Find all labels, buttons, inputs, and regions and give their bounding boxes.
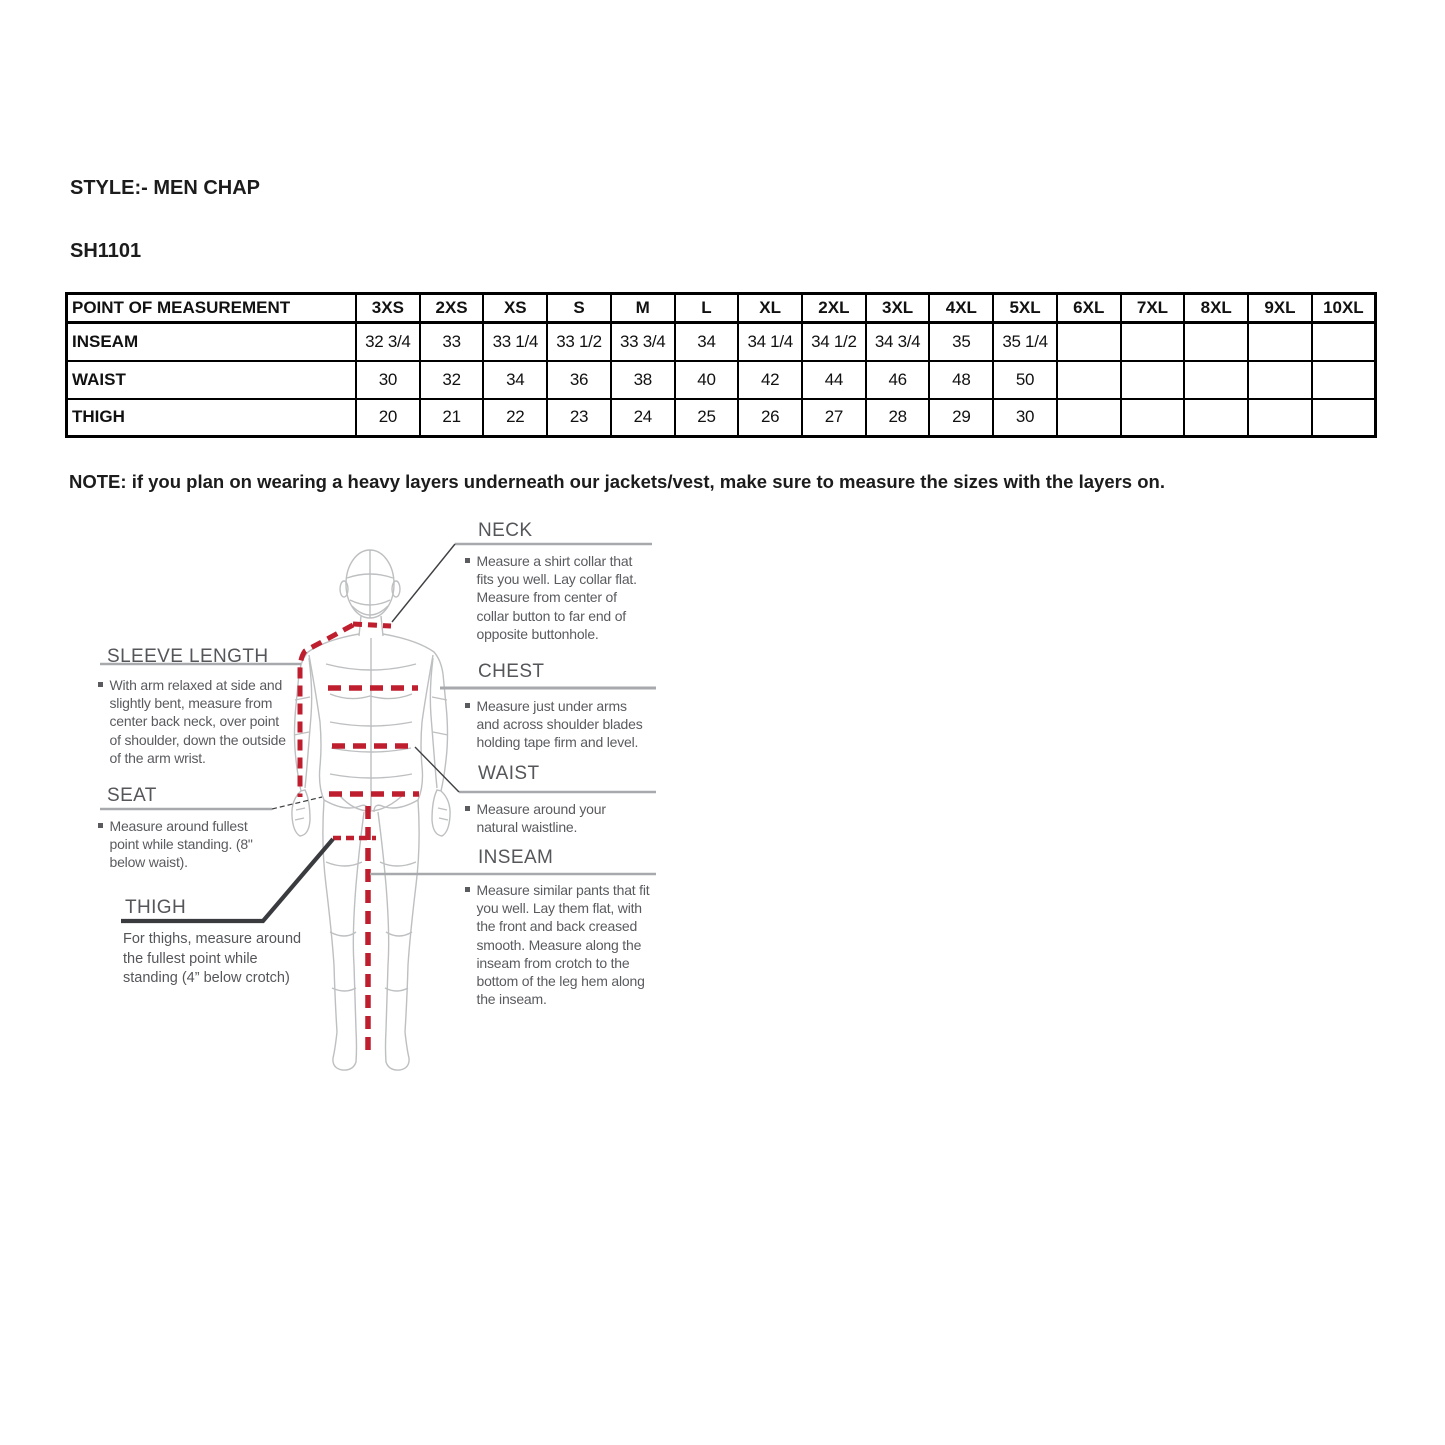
measurement-value-cell: 27 xyxy=(802,399,866,437)
measurement-value-cell: 25 xyxy=(675,399,739,437)
bullet-icon xyxy=(98,682,103,687)
header-row xyxy=(67,294,1376,323)
measure-lines xyxy=(300,624,419,1056)
seat-heading: SEAT xyxy=(107,785,157,806)
measurement-row xyxy=(67,323,1376,361)
measurement-value-cell: 34 3/4 xyxy=(866,323,930,361)
sleeve-measure-line xyxy=(300,625,353,797)
measurement-value-cell: 20 xyxy=(356,399,420,437)
measurement-value-cell: 34 xyxy=(675,323,739,361)
mannequin-figure xyxy=(292,550,450,1070)
neck-pointer-line xyxy=(392,544,455,622)
measurement-value-cell: 46 xyxy=(866,361,930,399)
measurement-value-cell xyxy=(1184,399,1248,437)
measurement-value-cell xyxy=(1312,361,1376,399)
measurement-value-cell xyxy=(1248,323,1312,361)
measurement-value-cell xyxy=(1248,361,1312,399)
inseam-instructions: Measure similar pants that fit you well. Lay them flat, with the front and back creased smooth. Measure along the inseam from crotch to the bottom of the leg hem along the inseam. xyxy=(465,881,651,1008)
measurement-value-cell: 30 xyxy=(356,361,420,399)
measurement-value-cell: 42 xyxy=(738,361,802,399)
bullet-icon xyxy=(465,806,470,811)
measurement-value-cell xyxy=(1312,399,1376,437)
thigh-heading: THIGH xyxy=(125,897,187,918)
seat-instructions: Measure around fullest point while standing. (8" below waist). xyxy=(98,817,258,872)
bullet-icon xyxy=(465,558,470,563)
bullet-icon xyxy=(465,703,470,708)
size-column-header: 3XS xyxy=(356,294,420,323)
measurement-value-cell xyxy=(1121,323,1185,361)
size-chart-table xyxy=(65,292,1377,438)
bullet-icon xyxy=(98,823,103,828)
size-column-header: 9XL xyxy=(1248,294,1312,323)
measurement-value-cell: 33 xyxy=(420,323,484,361)
measurement-value-cell: 33 1/4 xyxy=(483,323,547,361)
size-column-header: S xyxy=(547,294,611,323)
measurement-value-cell: 24 xyxy=(611,399,675,437)
waist-heading: WAIST xyxy=(478,763,540,784)
neck-heading: NECK xyxy=(478,520,533,541)
waist-instructions: Measure around your natural waistline. xyxy=(465,800,615,836)
measurement-value-cell xyxy=(1184,323,1248,361)
measurement-value-cell xyxy=(1184,361,1248,399)
waist-pointer-line xyxy=(415,747,459,792)
model-code: SH1101 xyxy=(70,240,142,262)
size-column-header: 3XL xyxy=(866,294,930,323)
sleeve-length-heading: SLEEVE LENGTH xyxy=(107,646,269,667)
measurement-value-cell: 33 3/4 xyxy=(611,323,675,361)
measurement-row-label: WAIST xyxy=(67,361,357,399)
size-column-header: 7XL xyxy=(1121,294,1185,323)
measurement-value-cell xyxy=(1057,323,1121,361)
size-column-header: 2XL xyxy=(802,294,866,323)
pom-column-header: POINT OF MEASUREMENT xyxy=(67,294,357,323)
thigh-instructions: For thighs, measure around the fullest point while standing (4” below crotch) xyxy=(123,931,302,987)
measurement-value-cell: 44 xyxy=(802,361,866,399)
measurement-value-cell: 38 xyxy=(611,361,675,399)
measurement-value-cell xyxy=(1121,361,1185,399)
measurement-value-cell xyxy=(1057,399,1121,437)
measurement-value-cell: 32 3/4 xyxy=(356,323,420,361)
size-column-header: 6XL xyxy=(1057,294,1121,323)
measurement-value-cell: 34 1/2 xyxy=(802,323,866,361)
chest-heading: CHEST xyxy=(478,661,545,682)
seat-pointer-line xyxy=(272,797,322,809)
measurement-value-cell: 26 xyxy=(738,399,802,437)
size-column-header: 8XL xyxy=(1184,294,1248,323)
measurement-value-cell: 34 xyxy=(483,361,547,399)
size-column-header: 4XL xyxy=(929,294,993,323)
size-column-header: 2XS xyxy=(420,294,484,323)
chest-instructions: Measure just under arms and across shoulder blades holding tape firm and level. xyxy=(465,697,647,752)
pointer-lines xyxy=(272,544,459,809)
size-column-header: L xyxy=(675,294,739,323)
inseam-heading: INSEAM xyxy=(478,847,554,868)
size-column-header: M xyxy=(611,294,675,323)
style-title: STYLE:- MEN CHAP xyxy=(70,177,260,199)
measurement-value-cell xyxy=(1057,361,1121,399)
measurement-row xyxy=(67,361,1376,399)
neck-instructions: Measure a shirt collar that fits you well. Lay collar flat. Measure from center of collar button to far end of opposite buttonhole. xyxy=(465,552,651,643)
measurement-value-cell: 36 xyxy=(547,361,611,399)
measurement-value-cell: 40 xyxy=(675,361,739,399)
measurement-row xyxy=(67,399,1376,437)
sleeve-length-instructions: With arm relaxed at side and slightly bent, measure from center back neck, over point of shoulder, down the outside of the arm wrist. xyxy=(98,676,290,767)
measurement-value-cell: 28 xyxy=(866,399,930,437)
measurement-value-cell: 35 1/4 xyxy=(993,323,1057,361)
neck-measure-line xyxy=(353,624,391,626)
measurement-value-cell: 50 xyxy=(993,361,1057,399)
measurement-value-cell: 22 xyxy=(483,399,547,437)
note-text: NOTE: if you plan on wearing a heavy layers underneath our jackets/vest, make sure to measure the sizes with the layers on. xyxy=(69,471,1165,492)
measurement-value-cell: 30 xyxy=(993,399,1057,437)
measurement-value-cell: 32 xyxy=(420,361,484,399)
size-column-header: 10XL xyxy=(1312,294,1376,323)
measurement-value-cell: 48 xyxy=(929,361,993,399)
measurement-value-cell: 35 xyxy=(929,323,993,361)
measurement-value-cell xyxy=(1312,323,1376,361)
measurement-value-cell: 23 xyxy=(547,399,611,437)
measurement-value-cell: 34 1/4 xyxy=(738,323,802,361)
measurement-row-label: INSEAM xyxy=(67,323,357,361)
size-chart-header xyxy=(67,294,1376,323)
bullet-icon xyxy=(465,887,470,892)
measurement-value-cell: 33 1/2 xyxy=(547,323,611,361)
size-column-header: XS xyxy=(483,294,547,323)
size-column-header: XL xyxy=(738,294,802,323)
measurement-value-cell xyxy=(1248,399,1312,437)
size-column-header: 5XL xyxy=(993,294,1057,323)
measurement-value-cell xyxy=(1121,399,1185,437)
measurement-value-cell: 21 xyxy=(420,399,484,437)
measurement-value-cell: 29 xyxy=(929,399,993,437)
measurement-row-label: THIGH xyxy=(67,399,357,437)
size-chart-body xyxy=(67,323,1376,437)
